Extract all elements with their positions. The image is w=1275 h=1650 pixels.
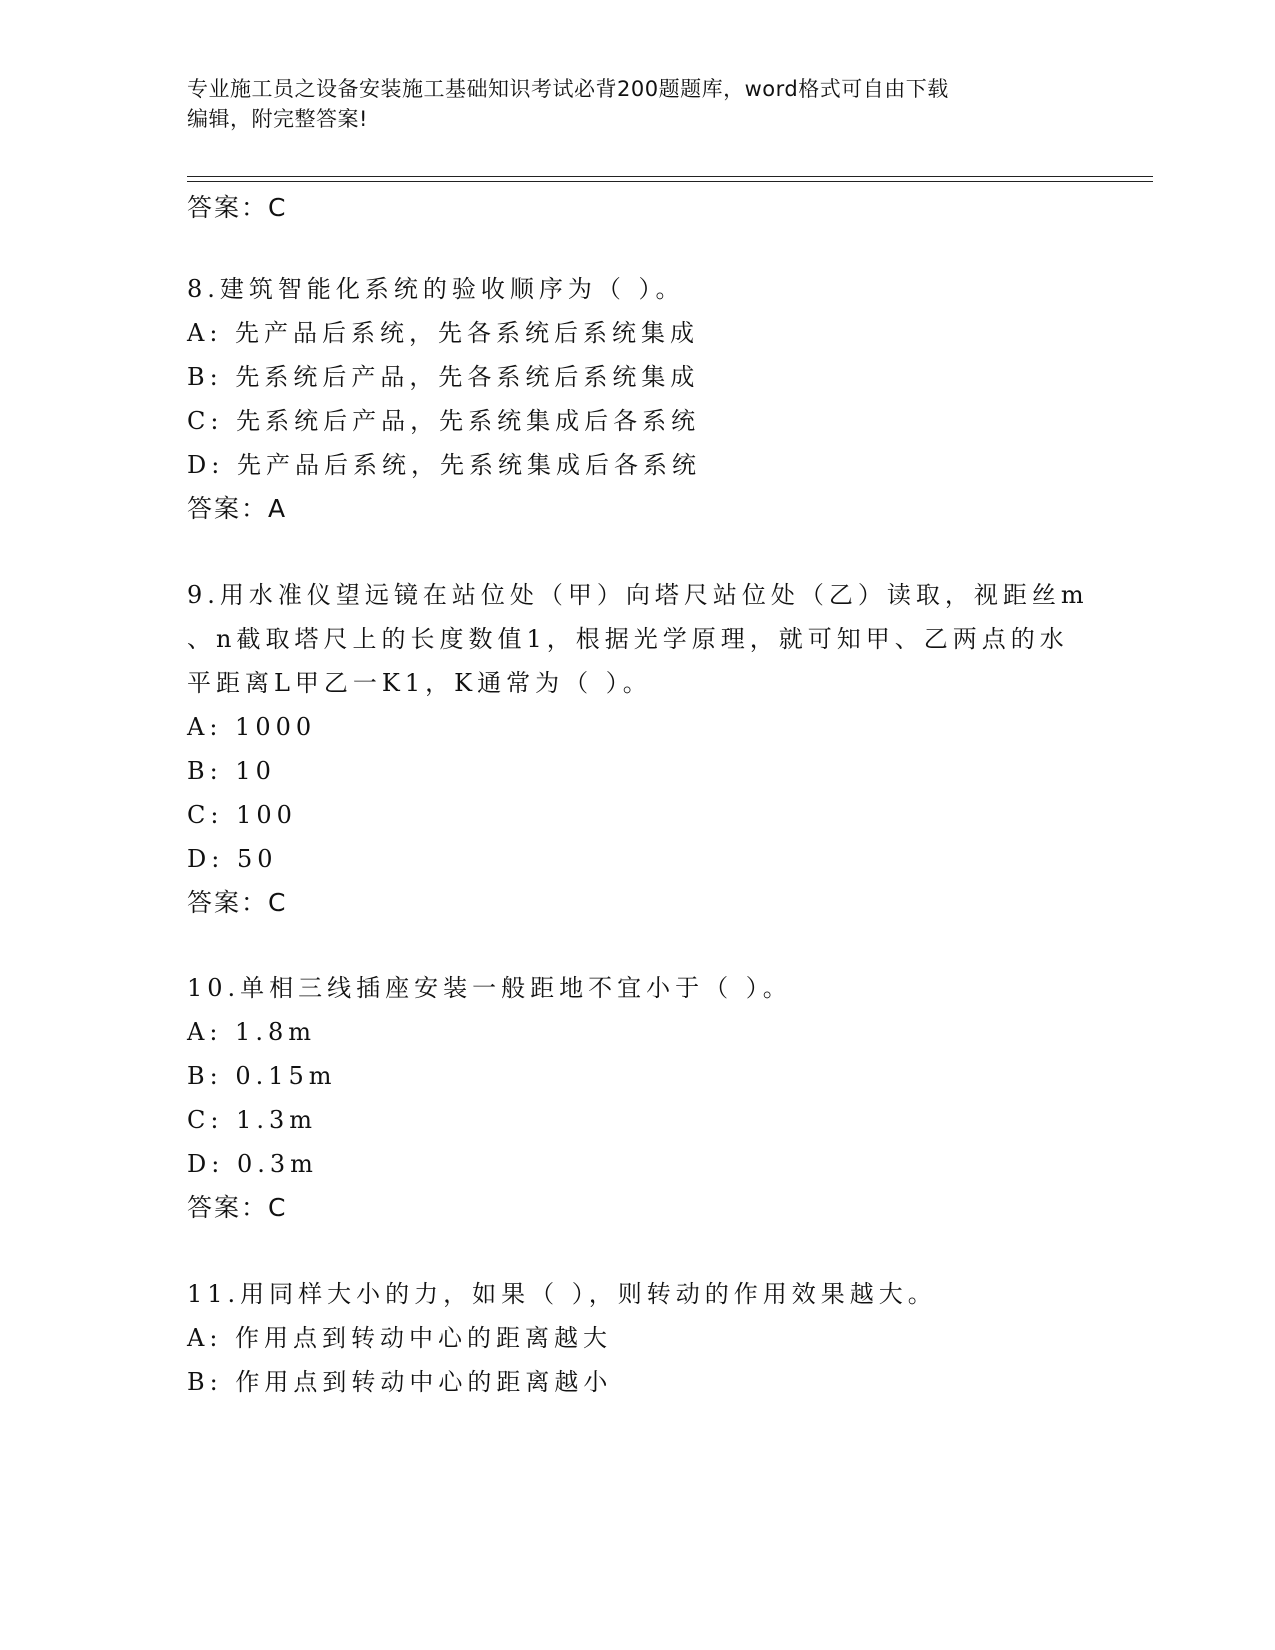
answer: 答案：C — [187, 888, 288, 917]
option-b: B: 0.15m — [187, 1062, 337, 1090]
question-stem-line-1: 9.用水准仪望远镜在站位处（甲）向塔尺站位处（乙）读取，视距丝m — [187, 581, 1089, 609]
option-d: D: 先产品后系统，先系统集成后各系统 — [187, 451, 701, 479]
header-title-line-1: 专业施工员之设备安装施工基础知识考试必背200题题库，word格式可自由下载 — [187, 77, 949, 101]
option-a: A: 作用点到转动中心的距离越大 — [187, 1324, 613, 1352]
question-stem: 11.用同样大小的力，如果（ ），则转动的作用效果越大。 — [187, 1280, 937, 1308]
answer: 答案：A — [187, 494, 288, 523]
header-divider-bottom — [187, 181, 1153, 182]
option-a: A: 1.8m — [187, 1018, 316, 1046]
option-b: B: 10 — [187, 757, 276, 785]
option-b: B: 作用点到转动中心的距离越小 — [187, 1368, 613, 1396]
option-c: C: 1.3m — [187, 1106, 318, 1134]
option-a: A: 先产品后系统，先各系统后系统集成 — [187, 319, 700, 347]
option-d: D: 0.3m — [187, 1150, 318, 1178]
previous-answer: 答案：C — [187, 193, 288, 222]
document-header — [187, 74, 1087, 134]
option-d: D: 50 — [187, 845, 278, 873]
question-stem-line-3: 平距离L甲乙一K1，K通常为（ ）。 — [187, 669, 652, 697]
option-c: C: 100 — [187, 801, 297, 829]
question-stem: 8.建筑智能化系统的验收顺序为（ ）。 — [187, 275, 685, 303]
option-b: B: 先系统后产品，先各系统后系统集成 — [187, 363, 700, 391]
question-stem-line-2: 、n截取塔尺上的长度数值1，根据光学原理，就可知甲、乙两点的水 — [187, 625, 1069, 653]
header-divider-top — [187, 176, 1153, 177]
option-a: A: 1000 — [187, 713, 317, 741]
answer: 答案：C — [187, 1193, 288, 1222]
header-title-line-2: 编辑，附完整答案! — [187, 107, 368, 131]
option-c: C: 先系统后产品，先系统集成后各系统 — [187, 407, 701, 435]
question-stem: 10.单相三线插座安装一般距地不宜小于（ ）。 — [187, 974, 792, 1002]
